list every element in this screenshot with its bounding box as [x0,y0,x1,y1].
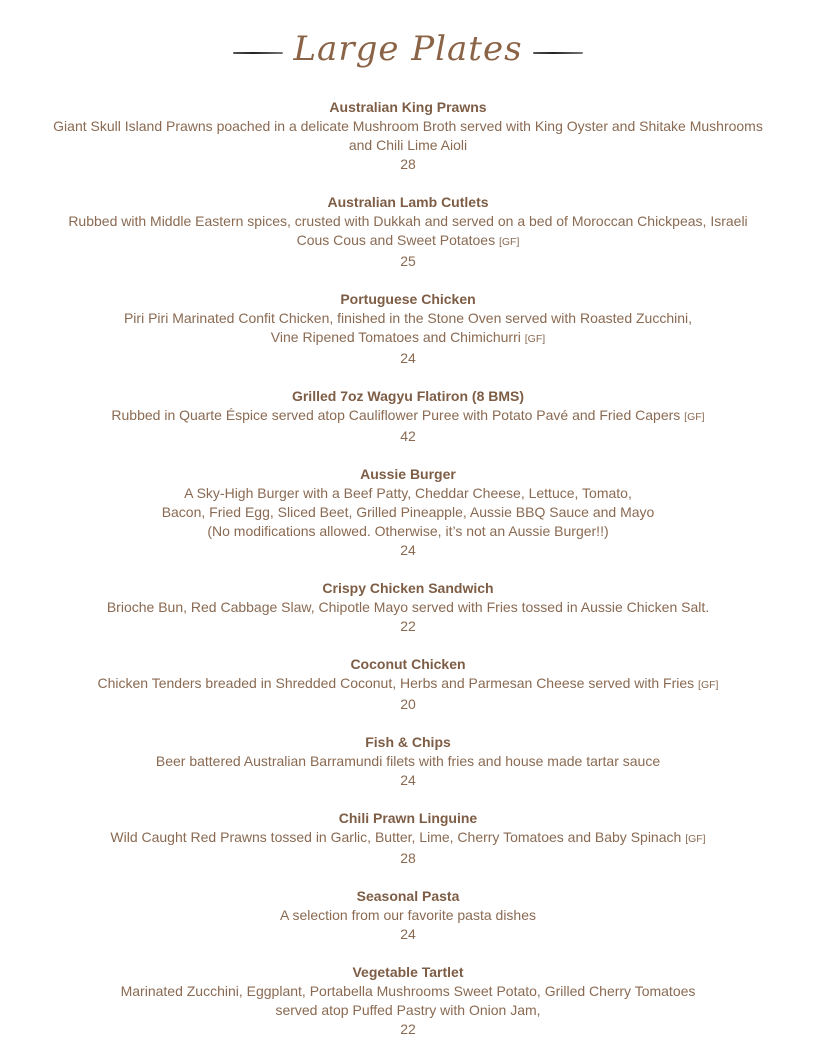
description-text: (No modifications allowed. Otherwise, it’s not an Aussie Burger!!) [207,523,609,539]
item-description-line [20,906,796,925]
item-name: Fish & Chips [365,734,451,750]
item-price: 24 [400,350,416,366]
item-description-line [20,309,796,328]
menu-item [20,809,796,868]
item-name: Chili Prawn Linguine [338,810,478,826]
gluten-free-tag: [GF] [685,833,706,845]
item-price: 25 [400,253,416,269]
item-name: Aussie Burger [360,466,456,482]
description-text: Wild Caught Red Prawns tossed in Garlic, Butter, Lime, Cherry Tomatoes and Baby Spinach [110,829,682,845]
item-description-line [20,674,796,695]
menu-item [20,193,796,271]
item-price: 24 [400,772,416,788]
item-price: 22 [400,618,416,634]
menu-item [20,387,796,446]
item-description-line [20,136,796,155]
menu-item [20,290,796,368]
item-name: Seasonal Pasta [356,888,460,904]
decorative-rule-right [533,52,583,54]
menu-item [20,733,796,790]
gluten-free-tag: [GF] [524,333,546,345]
section-header [0,14,816,84]
description-text: Brioche Bun, Red Cabbage Slaw, Chipotle Mayo served with Fries tossed in Aussie Chicken Salt. [106,599,710,615]
item-description-line [20,752,796,771]
menu-item [20,98,796,174]
item-price: 22 [400,1021,416,1037]
gluten-free-tag: [GF] [698,679,719,691]
gluten-free-tag: [GF] [684,411,705,423]
menu-item [20,887,796,944]
item-name: Grilled 7oz Wagyu Flatiron (8 BMS) [291,388,525,404]
item-name: Australian King Prawns [329,99,487,115]
item-price: 42 [400,428,416,444]
item-description-line [20,406,796,427]
description-text: A selection from our favorite pasta dishes [279,907,537,923]
menu-list [20,98,796,1058]
item-name: Coconut Chicken [350,656,466,672]
decorative-rule-left [233,52,283,54]
description-text: Rubbed with Middle Eastern spices, crusted with Dukkah and served on a bed of Moroccan Chickpeas, Israeli [68,213,748,229]
description-text: Giant Skull Island Prawns poached in a delicate Mushroom Broth served with King Oyster and Shitake Mushrooms [53,118,763,134]
menu-item [20,963,796,1039]
item-name: Vegetable Tartlet [352,964,464,980]
description-text: served atop Puffed Pastry with Onion Jam, [275,1002,541,1018]
item-name: Portuguese Chicken [340,291,476,307]
description-text: Cous Cous and Sweet Potatoes [296,232,496,248]
item-price: 28 [400,850,416,866]
item-description-line [20,231,796,252]
menu-item [20,655,796,714]
item-description-line [20,212,796,231]
description-text: Chicken Tenders breaded in Shredded Coconut, Herbs and Parmesan Cheese served with Fries [97,675,695,691]
item-description-line [20,982,796,1001]
item-description-line [20,117,796,136]
item-description-line [20,522,796,541]
item-description-line [20,328,796,349]
description-text: and Chili Lime Aioli [348,137,468,153]
description-text: A Sky-High Burger with a Beef Patty, Cheddar Cheese, Lettuce, Tomato, [184,485,632,501]
description-text: Bacon, Fried Egg, Sliced Beet, Grilled Pineapple, Aussie BBQ Sauce and Mayo [161,504,655,520]
item-description-line [20,484,796,503]
menu-item [20,465,796,560]
menu-item [20,579,796,636]
item-price: 28 [400,156,416,172]
description-text: Beer battered Australian Barramundi filets with fries and house made tartar sauce [155,753,661,769]
item-price: 24 [400,542,416,558]
item-description-line [20,503,796,522]
item-name: Australian Lamb Cutlets [327,194,489,210]
section-title: Large Plates [293,29,523,69]
description-text: Rubbed in Quarte Éspice served atop Cauliflower Puree with Potato Pavé and Fried Capers [111,407,681,423]
item-name: Crispy Chicken Sandwich [322,580,494,596]
item-description-line [20,1001,796,1020]
item-price: 20 [400,696,416,712]
gluten-free-tag: [GF] [498,236,520,248]
description-text: Piri Piri Marinated Confit Chicken, finished in the Stone Oven served with Roasted Zucchini, [123,310,693,326]
item-description-line [20,828,796,849]
item-description-line [20,598,796,617]
item-price: 24 [400,926,416,942]
description-text: Marinated Zucchini, Eggplant, Portabella Mushrooms Sweet Potato, Grilled Cherry Tomatoes [120,983,696,999]
description-text: Vine Ripened Tomatoes and Chimichurri [270,329,521,345]
